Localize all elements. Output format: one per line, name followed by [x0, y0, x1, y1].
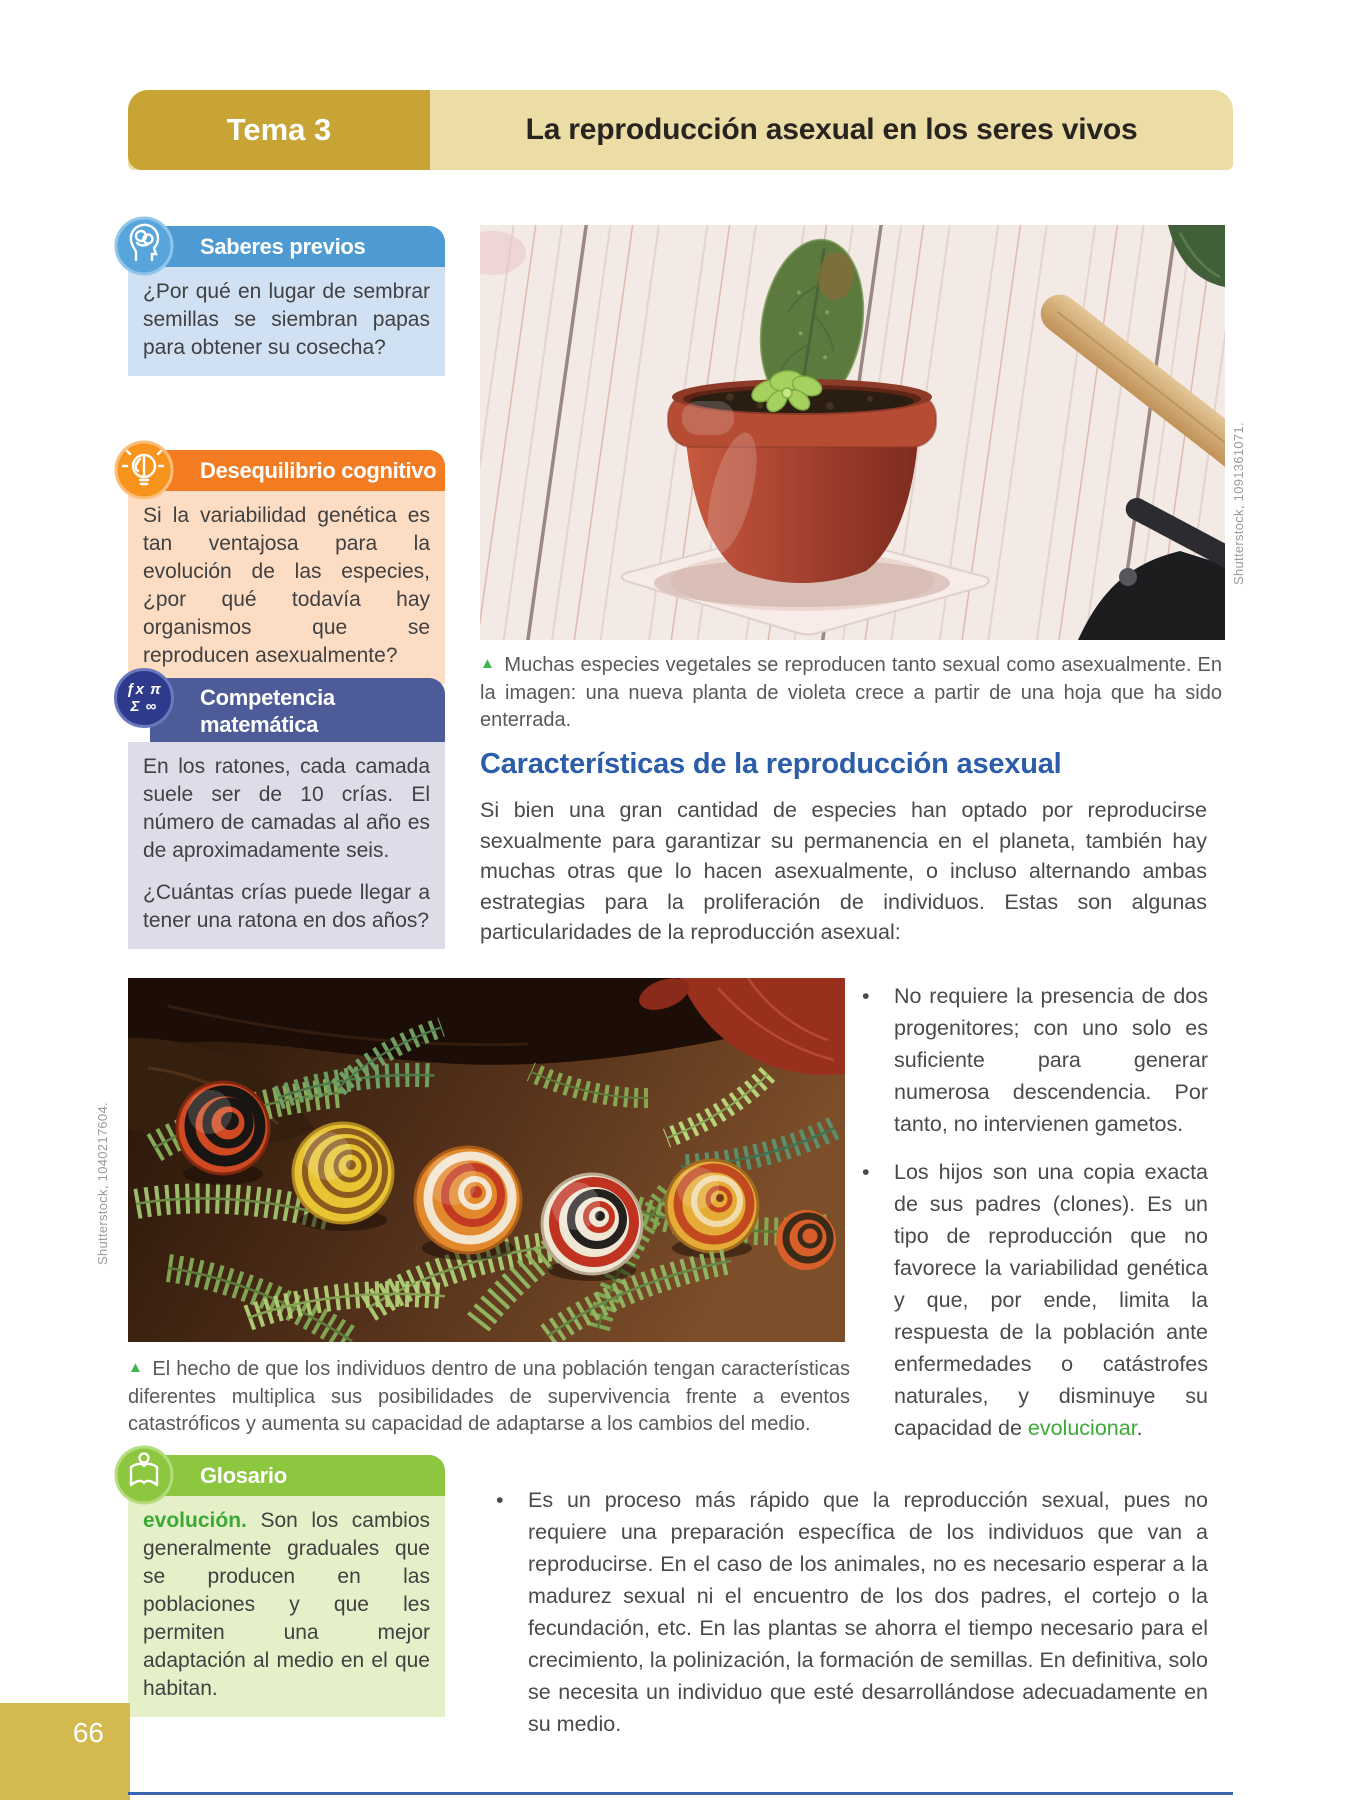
competencia-paragraph-1: En los ratones, cada camada suele ser de 10 crías. El número de camadas al año es de aproximadamente seis. [143, 755, 430, 862]
sidebar-box-competencia-matematica [128, 678, 445, 949]
page-title: La reproducción asexual en los seres vivos [525, 113, 1138, 146]
competencia-body [128, 742, 445, 949]
page-header [128, 90, 1233, 170]
section-heading: Características de la reproducción asexual [480, 748, 1062, 780]
glosario-term: evolución. [143, 1509, 247, 1532]
competencia-title-line2: matemática [200, 712, 319, 737]
bullet1-text: No requiere la presencia de dos progenitores; con uno solo es suficiente para generar numerosa descendencia. Por tanto, no intervienen gametos. [894, 984, 1208, 1136]
bulb-brain-icon [114, 440, 174, 500]
caption-triangle-icon: ▲ [128, 1359, 144, 1376]
photo-credit-snails: Shutterstock, 1040217604. [95, 1102, 110, 1265]
photo-credit-violet: Shutterstock, 1091361071. [1231, 422, 1246, 585]
snails-photo [128, 978, 845, 1342]
bullet-marker: • [862, 984, 870, 1008]
caption-violet-text: Muchas especies vegetales se reproducen tanto sexual como asexualmente. En la imagen: una nueva planta de violeta crece a partir de una hoja que ha sido enterrada. [480, 654, 1222, 731]
glosario-body [128, 1496, 445, 1717]
saberes-previos-body: ¿Por qué en lugar de sembrar semillas se siembran papas para obtener su cosecha? [128, 267, 445, 376]
page-number-block [0, 1703, 130, 1800]
bullet3-text: Es un proceso más rápido que la reproducción sexual, pues no requiere una preparación específica de los individuos que van a reproducirse. En el caso de los animales, no es necesario esperar a la madurez sexual ni el encuentro de los dos padres, el cortejo o la fecundación, etc. En las plantas se ahorra el tiempo necesario para el crecimiento, la polinización, la formación de semillas. En definitiva, solo se necesita un individuo que esté desarrollándose adecuadamente en su medio. [528, 1488, 1208, 1736]
competencia-title-line1: Competencia [200, 685, 335, 710]
sidebar-box-glosario [128, 1455, 445, 1717]
sidebar-box-saberes-previos [128, 226, 445, 376]
math-icon-row1: ƒx π [126, 681, 162, 698]
list-item [862, 1156, 1208, 1444]
caption-snails-text: El hecho de que los individuos dentro de una población tengan características diferentes multiplica sus posibilidades de supervivencia frente a eventos catastróficos y aumenta su capacidad de adaptarse a los cambios del medio. [128, 1358, 850, 1435]
bullet2-pre: Los hijos son una copia exacta de sus padres (clones). Es un tipo de reproducción que no favorece la variabilidad genética y que, por ende, limita la respuesta de la población ante enfermedades o catástrofes naturales, y disminuye su capacidad de [894, 1160, 1208, 1440]
intro-paragraph: Si bien una gran cantidad de especies han optado por reproducirse sexualmente para garantizar su permanencia en el planeta, también hay muchas otras que lo hacen asexualmente, o incluso alternando ambas estrategias para la proliferación de individuos. Estas son algunas particularidades de la reproducción asexual: [480, 798, 1207, 944]
saberes-previos-header [150, 226, 445, 267]
saberes-previos-title: Saberes previos [200, 234, 366, 259]
list-item [862, 980, 1208, 1140]
math-symbols-icon [114, 668, 174, 728]
bullet2-highlight: evolucionar [1027, 1416, 1137, 1440]
bottom-rule [128, 1792, 1233, 1795]
sidebar-box-desequilibrio-cognitivo [128, 450, 445, 684]
bullet-marker: • [496, 1488, 504, 1512]
violet-plant-illustration [480, 225, 1225, 640]
open-book-icon [114, 1445, 174, 1505]
bullet2-text [894, 1156, 1208, 1444]
list-item [496, 1484, 1208, 1740]
desequilibrio-header [150, 450, 445, 491]
bullet-list-right [862, 980, 1208, 1444]
tema-badge [128, 90, 430, 170]
desequilibrio-title: Desequilibrio cognitivo [200, 458, 437, 483]
tema-label: Tema 3 [226, 112, 332, 147]
snails-illustration [128, 978, 845, 1342]
bullet2-post: . [1136, 1416, 1143, 1440]
page-number: 66 [72, 1717, 104, 1748]
violet-plant-photo [480, 225, 1225, 640]
desequilibrio-body: Si la variabilidad genética es tan ventajosa para la evolución de las especies, ¿por qué todavía hay organismos que se reproducen asexualmente? [128, 491, 445, 684]
competencia-header [126, 678, 445, 742]
caption-snails [128, 1356, 850, 1438]
competencia-paragraph-2: ¿Cuántas crías puede llegar a tener una ratona en dos años? [143, 881, 430, 932]
glosario-title: Glosario [200, 1463, 287, 1488]
math-icon-row2: Σ ∞ [130, 698, 158, 715]
brain-head-icon [114, 216, 174, 276]
caption-triangle-icon: ▲ [480, 655, 496, 672]
glosario-header [150, 1455, 445, 1496]
bullet-marker: • [862, 1160, 870, 1184]
glosario-definition: Son los cambios generalmente graduales que se producen en las poblaciones y que les permiten una mejor adaptación al medio en el que habitan. [143, 1509, 430, 1700]
caption-violet [480, 652, 1222, 734]
